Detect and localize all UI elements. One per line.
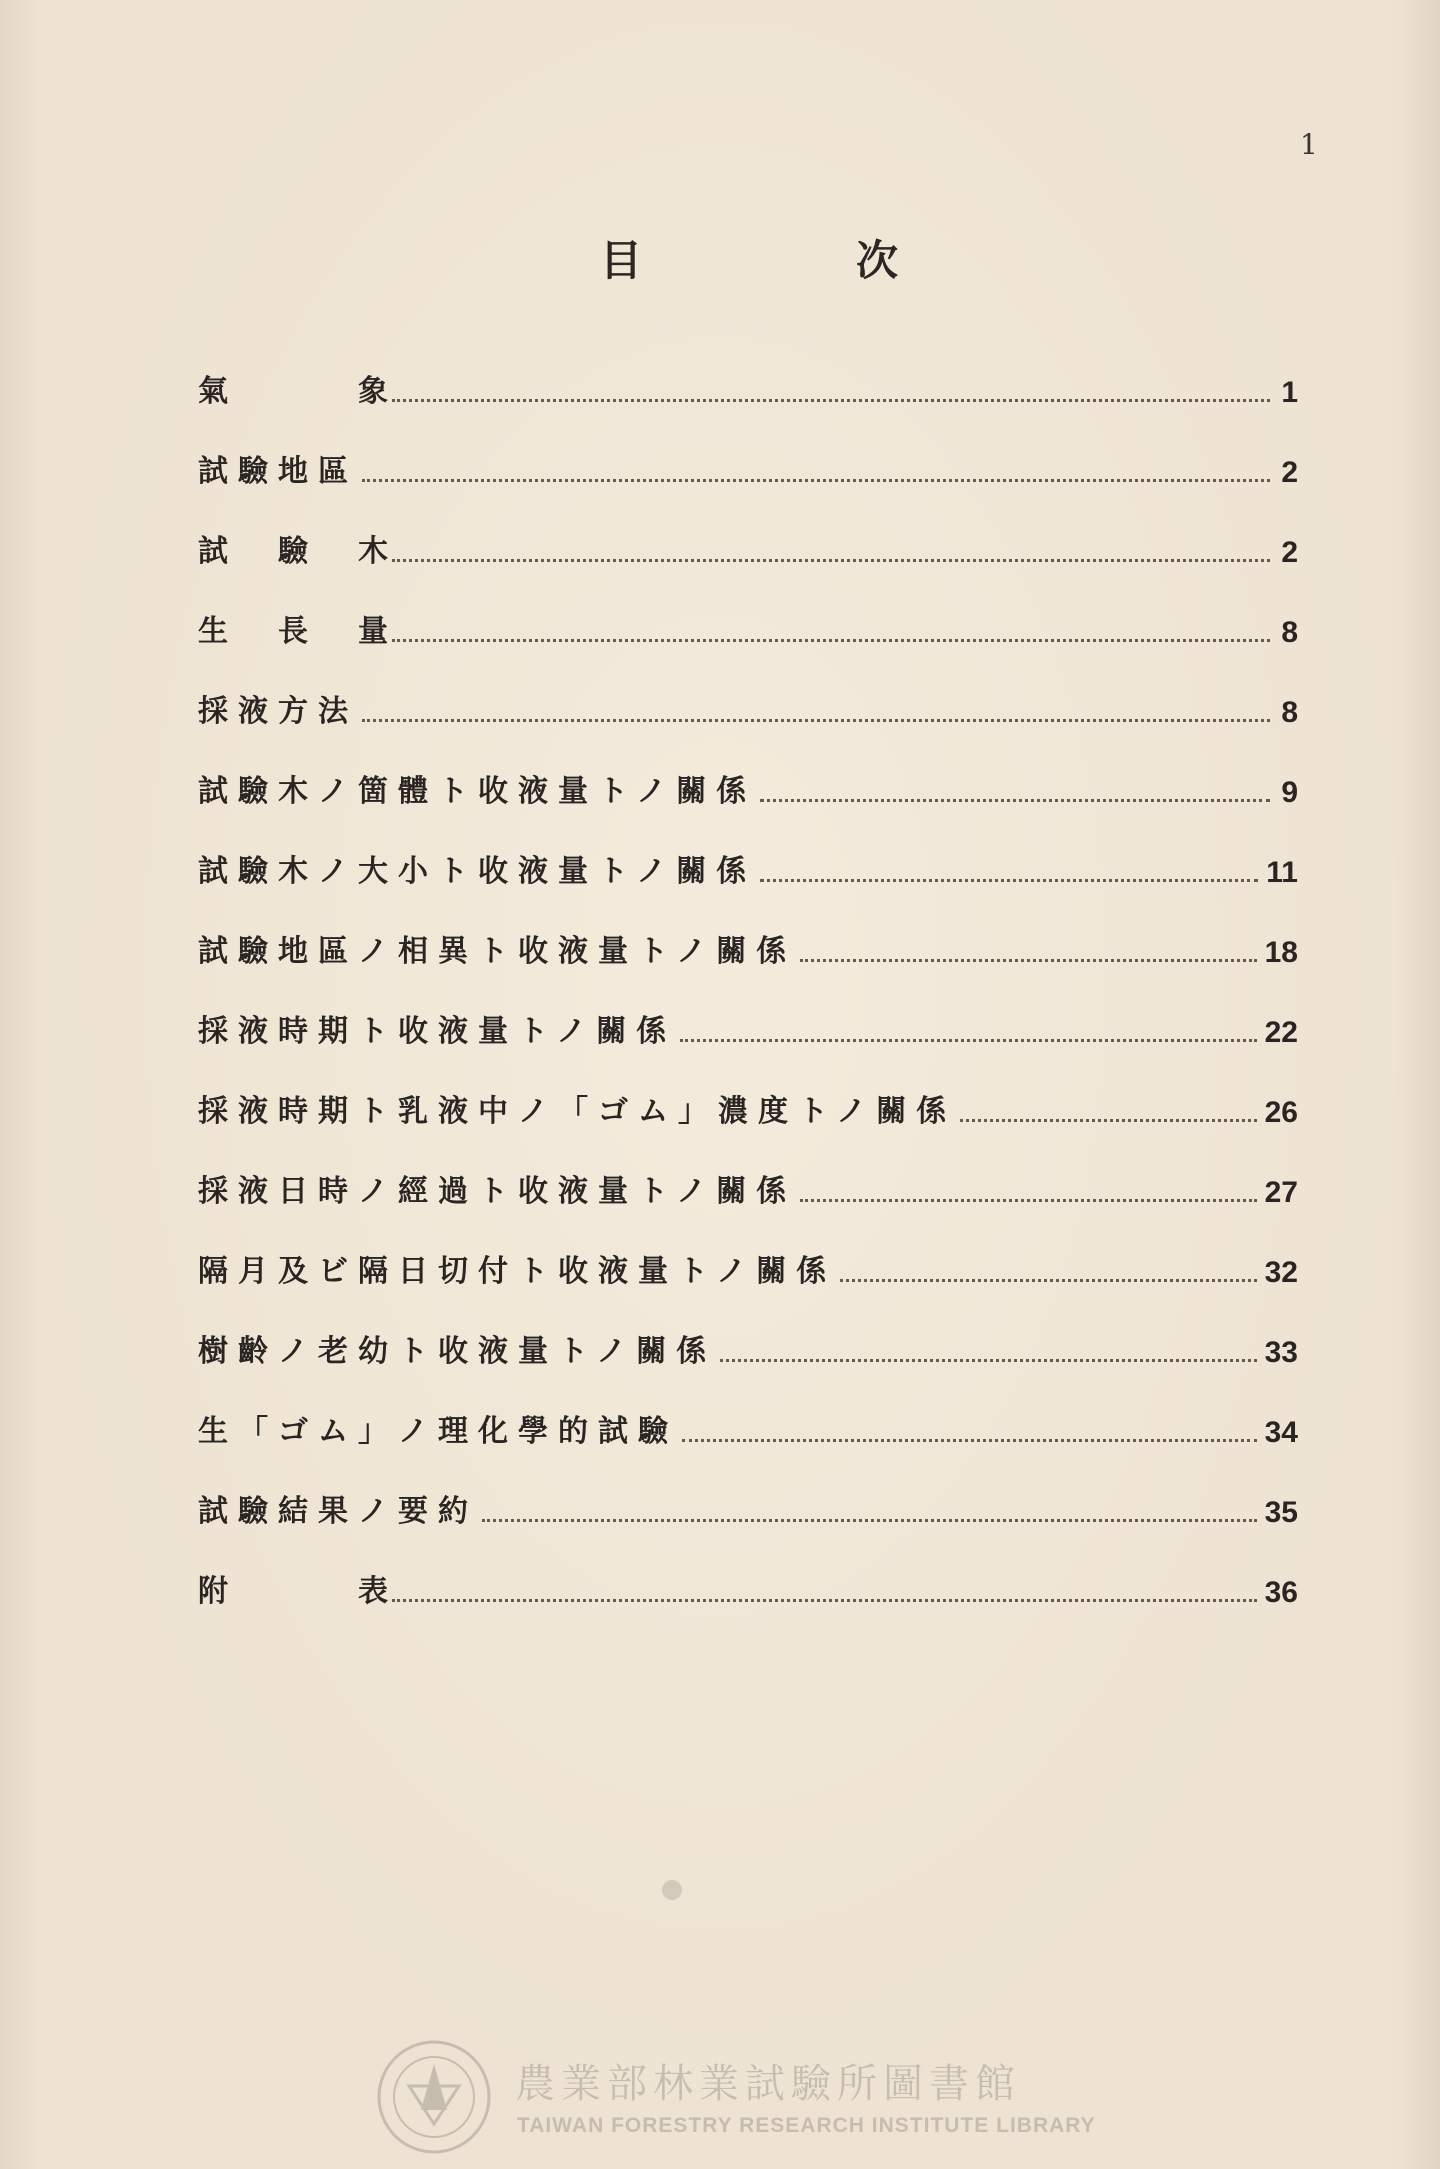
- toc-entry-label: 生「ゴム」ノ理化學的試驗: [198, 1414, 678, 1449]
- toc-entry-page: 22: [1264, 1016, 1298, 1049]
- page-smudge: [662, 1880, 682, 1900]
- toc-entry-label-char: 附: [198, 1574, 228, 1609]
- toc-entry-page: 33: [1264, 1336, 1298, 1369]
- dot-leader: [680, 1039, 1256, 1042]
- toc-entry-page: 18: [1264, 936, 1298, 969]
- toc-entry: [198, 1210, 1298, 1290]
- toc-entry-label: 試驗結果ノ要約: [198, 1494, 478, 1529]
- dot-leader: [760, 879, 1258, 882]
- toc-entry: [198, 410, 1298, 490]
- toc-title-char-1: 目: [600, 236, 645, 285]
- toc-entry-label: 試驗地區: [198, 454, 358, 489]
- toc-entry-label-char: 試: [198, 534, 228, 569]
- toc-entry-label: 試驗地區ノ相異ト收液量トノ關係: [198, 934, 797, 969]
- watermark-english: TAIWAN FORESTRY RESEARCH INSTITUTE LIBRARY: [517, 2114, 1096, 2137]
- toc-entry: [198, 1290, 1298, 1370]
- toc-entry-page: 36: [1264, 1576, 1298, 1609]
- toc-entry: [198, 1050, 1298, 1130]
- toc-entry-label-char: 木: [358, 534, 388, 569]
- dot-leader: [362, 479, 1270, 482]
- dot-leader: [392, 399, 1270, 402]
- dot-leader: [800, 1199, 1256, 1202]
- dot-leader: [682, 1439, 1257, 1442]
- toc-entry: [198, 1530, 1298, 1610]
- toc-entry: [198, 810, 1298, 890]
- toc-entry: [198, 330, 1298, 410]
- toc-entry-page: 35: [1264, 1496, 1298, 1529]
- toc-entry-page: 9: [1281, 776, 1298, 809]
- toc-entry-label: 試驗木ノ大小ト收液量トノ關係: [198, 854, 757, 889]
- page-number: 1: [1300, 128, 1318, 161]
- library-watermark: [375, 2038, 1096, 2158]
- dot-leader: [362, 719, 1270, 722]
- toc-entry-page: 8: [1281, 696, 1298, 729]
- toc-entry: [198, 1130, 1298, 1210]
- toc-entry-page: 8: [1281, 616, 1298, 649]
- toc-entry: [198, 1370, 1298, 1450]
- dot-leader: [392, 559, 1270, 562]
- toc-entry-label-char: 長: [278, 614, 308, 649]
- toc-entry-page: 1: [1281, 376, 1298, 409]
- dot-leader: [720, 1359, 1256, 1362]
- toc-entry-label: [198, 606, 388, 650]
- dot-leader: [392, 1599, 1257, 1602]
- toc-entry-page: 26: [1264, 1096, 1298, 1129]
- toc-entry: [198, 1450, 1298, 1530]
- dot-leader: [960, 1119, 1256, 1122]
- toc-entry-label: [198, 1566, 388, 1610]
- library-seal-icon: [375, 2038, 493, 2156]
- table-of-contents: [198, 330, 1298, 1610]
- dot-leader: [840, 1279, 1256, 1282]
- toc-entry-label: 樹齡ノ老幼ト收液量トノ關係: [198, 1334, 717, 1369]
- dot-leader: [482, 1519, 1257, 1522]
- toc-entry-label-char: 表: [358, 1574, 388, 1609]
- toc-entry-label: [198, 526, 388, 570]
- toc-entry-page: 34: [1264, 1416, 1298, 1449]
- toc-entry-label-char: 象: [358, 374, 388, 409]
- toc-entry-label: 採液方法: [198, 694, 358, 729]
- toc-entry-page: 2: [1281, 456, 1298, 489]
- dot-leader: [800, 959, 1256, 962]
- dot-leader: [760, 799, 1270, 802]
- toc-title: [600, 228, 900, 288]
- toc-entry: [198, 890, 1298, 970]
- toc-entry-label-char: 生: [198, 614, 228, 649]
- toc-title-char-2: 次: [855, 236, 900, 285]
- toc-entry-label-char: 氣: [198, 374, 228, 409]
- toc-entry-page: 27: [1264, 1176, 1298, 1209]
- watermark-chinese: 農業部林業試驗所圖書館: [515, 2061, 1021, 2107]
- toc-entry-page: 32: [1264, 1256, 1298, 1289]
- toc-entry-label: 採液日時ノ經過ト收液量トノ關係: [198, 1174, 797, 1209]
- dot-leader: [392, 639, 1270, 642]
- toc-entry-label: 隔月及ビ隔日切付ト收液量トノ關係: [198, 1254, 837, 1289]
- toc-entry-page: 2: [1281, 536, 1298, 569]
- toc-entry-label: 採液時期ト乳液中ノ「ゴム」濃度トノ關係: [198, 1094, 957, 1129]
- toc-entry: [198, 970, 1298, 1050]
- toc-entry-label: 採液時期ト收液量トノ關係: [198, 1014, 677, 1049]
- toc-entry-label-char: 驗: [278, 534, 308, 569]
- toc-entry-page: 11: [1266, 856, 1298, 889]
- toc-entry: [198, 570, 1298, 650]
- toc-entry: [198, 490, 1298, 570]
- toc-entry-label-char: 量: [358, 614, 388, 649]
- toc-entry: [198, 730, 1298, 810]
- toc-entry-label: [198, 366, 388, 410]
- toc-entry: [198, 650, 1298, 730]
- toc-entry-label: 試驗木ノ箇體ト收液量トノ關係: [198, 774, 757, 809]
